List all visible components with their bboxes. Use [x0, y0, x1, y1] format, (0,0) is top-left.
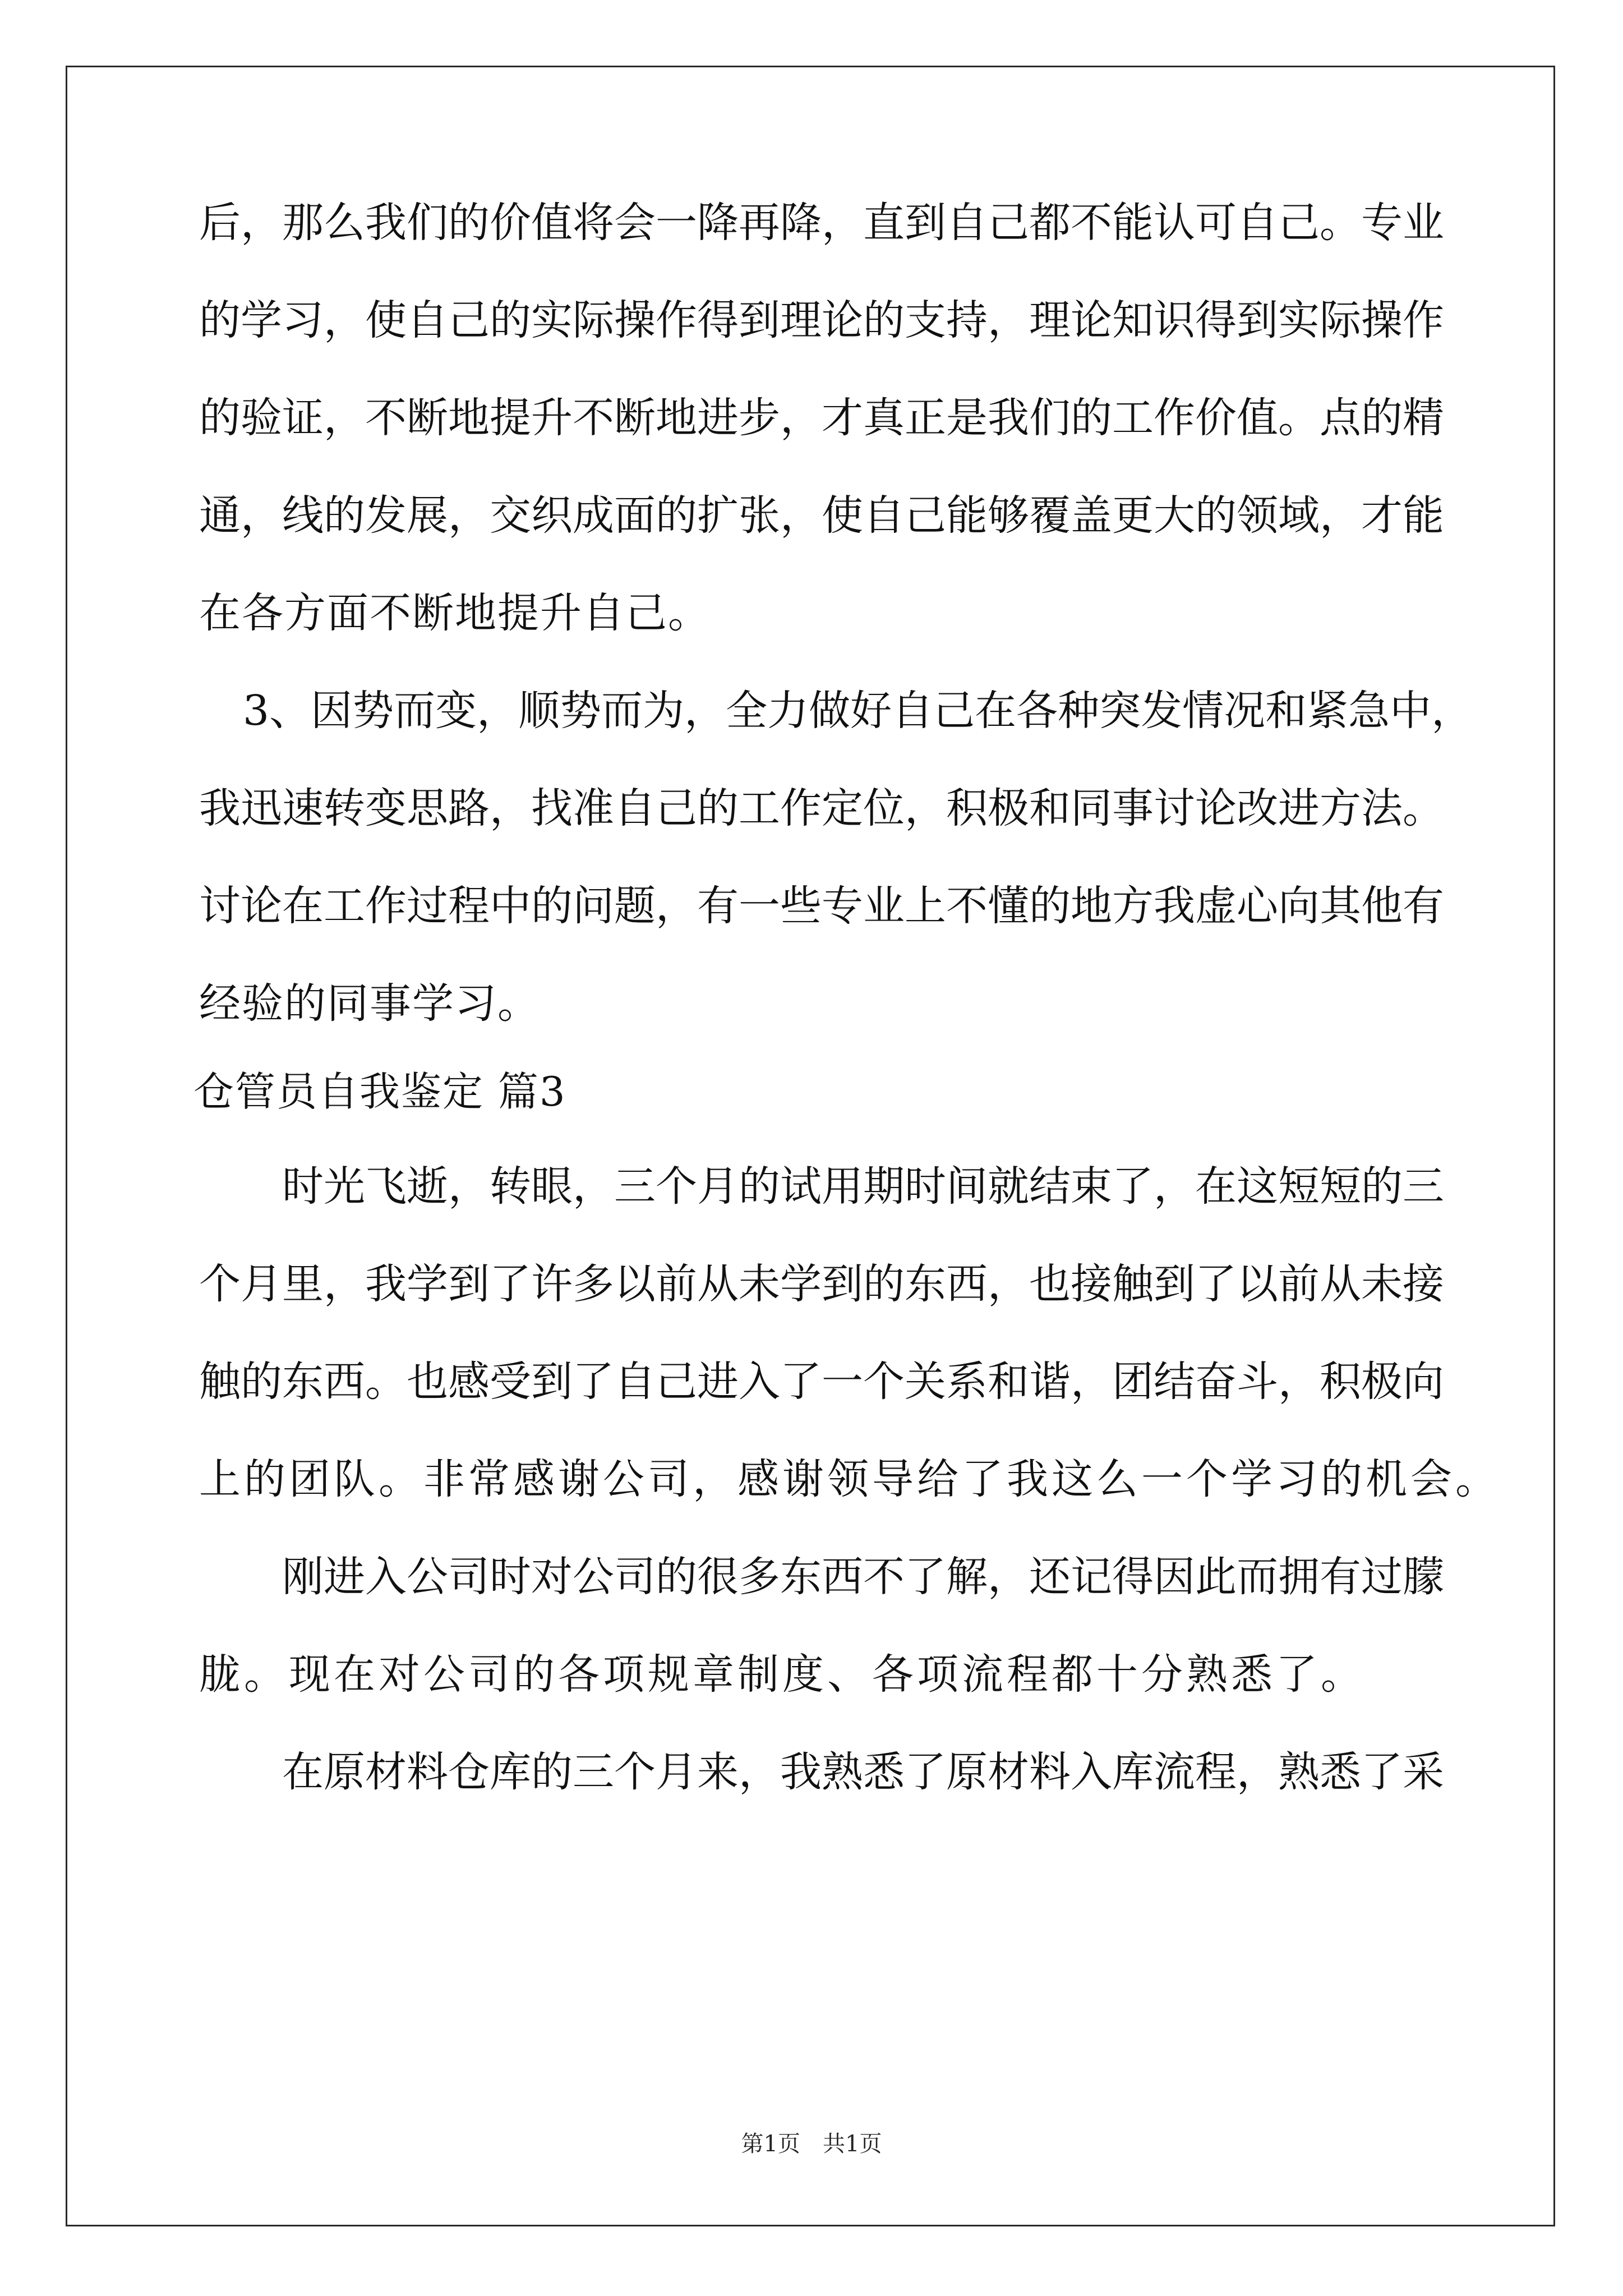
text-line: 触 的 东 西 。 也 感 受 到 了 自 己 进 入 了 一 个 关 系 和 谐 ， 团 结 奋 斗 ， 积 极 向 — [199, 1358, 1444, 1406]
text-line: 讨 论 在 工 作 过 程 中 的 问 题 ， 有 一 些 专 业 上 不 懂 的 地 方 我 虚 心 向 其 他 有 — [199, 882, 1444, 930]
text-line: 经验的同事学习。 — [199, 979, 540, 1028]
paragraph-start-line: 在 原 材 料 仓 库 的 三 个 月 来 ， 我 熟 悉 了 原 材 料 入 库 流 程 ， 熟 悉 了 采 — [282, 1748, 1444, 1796]
text-line: 在各方面不断地提升自己。 — [199, 589, 711, 637]
paragraph-start-line: 时 光 飞 逝 ， 转 眼 ， 三 个 月 的 试 用 期 时 间 就 结 束 了 ， 在 这 短 短 的 三 — [282, 1162, 1444, 1211]
text-line: 胧。现在对公司的各项规章制度、各项流程都十分熟悉了。 — [199, 1650, 1366, 1699]
page-border — [66, 66, 1555, 2226]
text-line: 上的团队。非常感谢公司，感谢领导给了我这么一个学习的机会。 — [199, 1455, 1500, 1503]
text-line: 个 月 里 ， 我 学 到 了 许 多 以 前 从 未 学 到 的 东 西 ， 也 接 触 到 了 以 前 从 未 接 — [199, 1260, 1444, 1308]
page-footer: 第1页 共1页 — [741, 2131, 882, 2157]
text-line: 后 ， 那 么 我 们 的 价 值 将 会 一 降 再 降 ， 直 到 自 己 都 不 能 认 可 自 己 。 专 业 — [199, 199, 1444, 247]
text-line: 的 学 习 ， 使 自 己 的 实 际 操 作 得 到 理 论 的 支 持 ， 理 论 知 识 得 到 实 际 操 作 — [199, 296, 1444, 344]
paragraph-start-line: 刚 进 入 公 司 时 对 公 司 的 很 多 东 西 不 了 解 ， 还 记 得 因 此 而 拥 有 过 朦 — [282, 1553, 1444, 1601]
paragraph-start-line: 3 、 因 势 而 变 ， 顺 势 而 为 ， 全 力 做 好 自 己 在 各 种 突 发 情 况 和 紧 急 中 ， — [243, 687, 1473, 735]
section-heading: 仓管员自我鉴定 篇3 — [193, 1068, 566, 1115]
text-line: 通 ， 线 的 发 展 ， 交 织 成 面 的 扩 张 ， 使 自 己 能 够 覆 盖 更 大 的 领 域 ， 才 能 — [199, 491, 1444, 540]
text-line: 我 迅 速 转 变 思 路 ， 找 准 自 己 的 工 作 定 位 ， 积 极 和 同 事 讨 论 改 进 方 法 。 — [199, 784, 1444, 832]
text-line: 的 验 证 ， 不 断 地 提 升 不 断 地 进 步 ， 才 真 正 是 我 们 的 工 作 价 值 。 点 的 精 — [199, 394, 1444, 442]
